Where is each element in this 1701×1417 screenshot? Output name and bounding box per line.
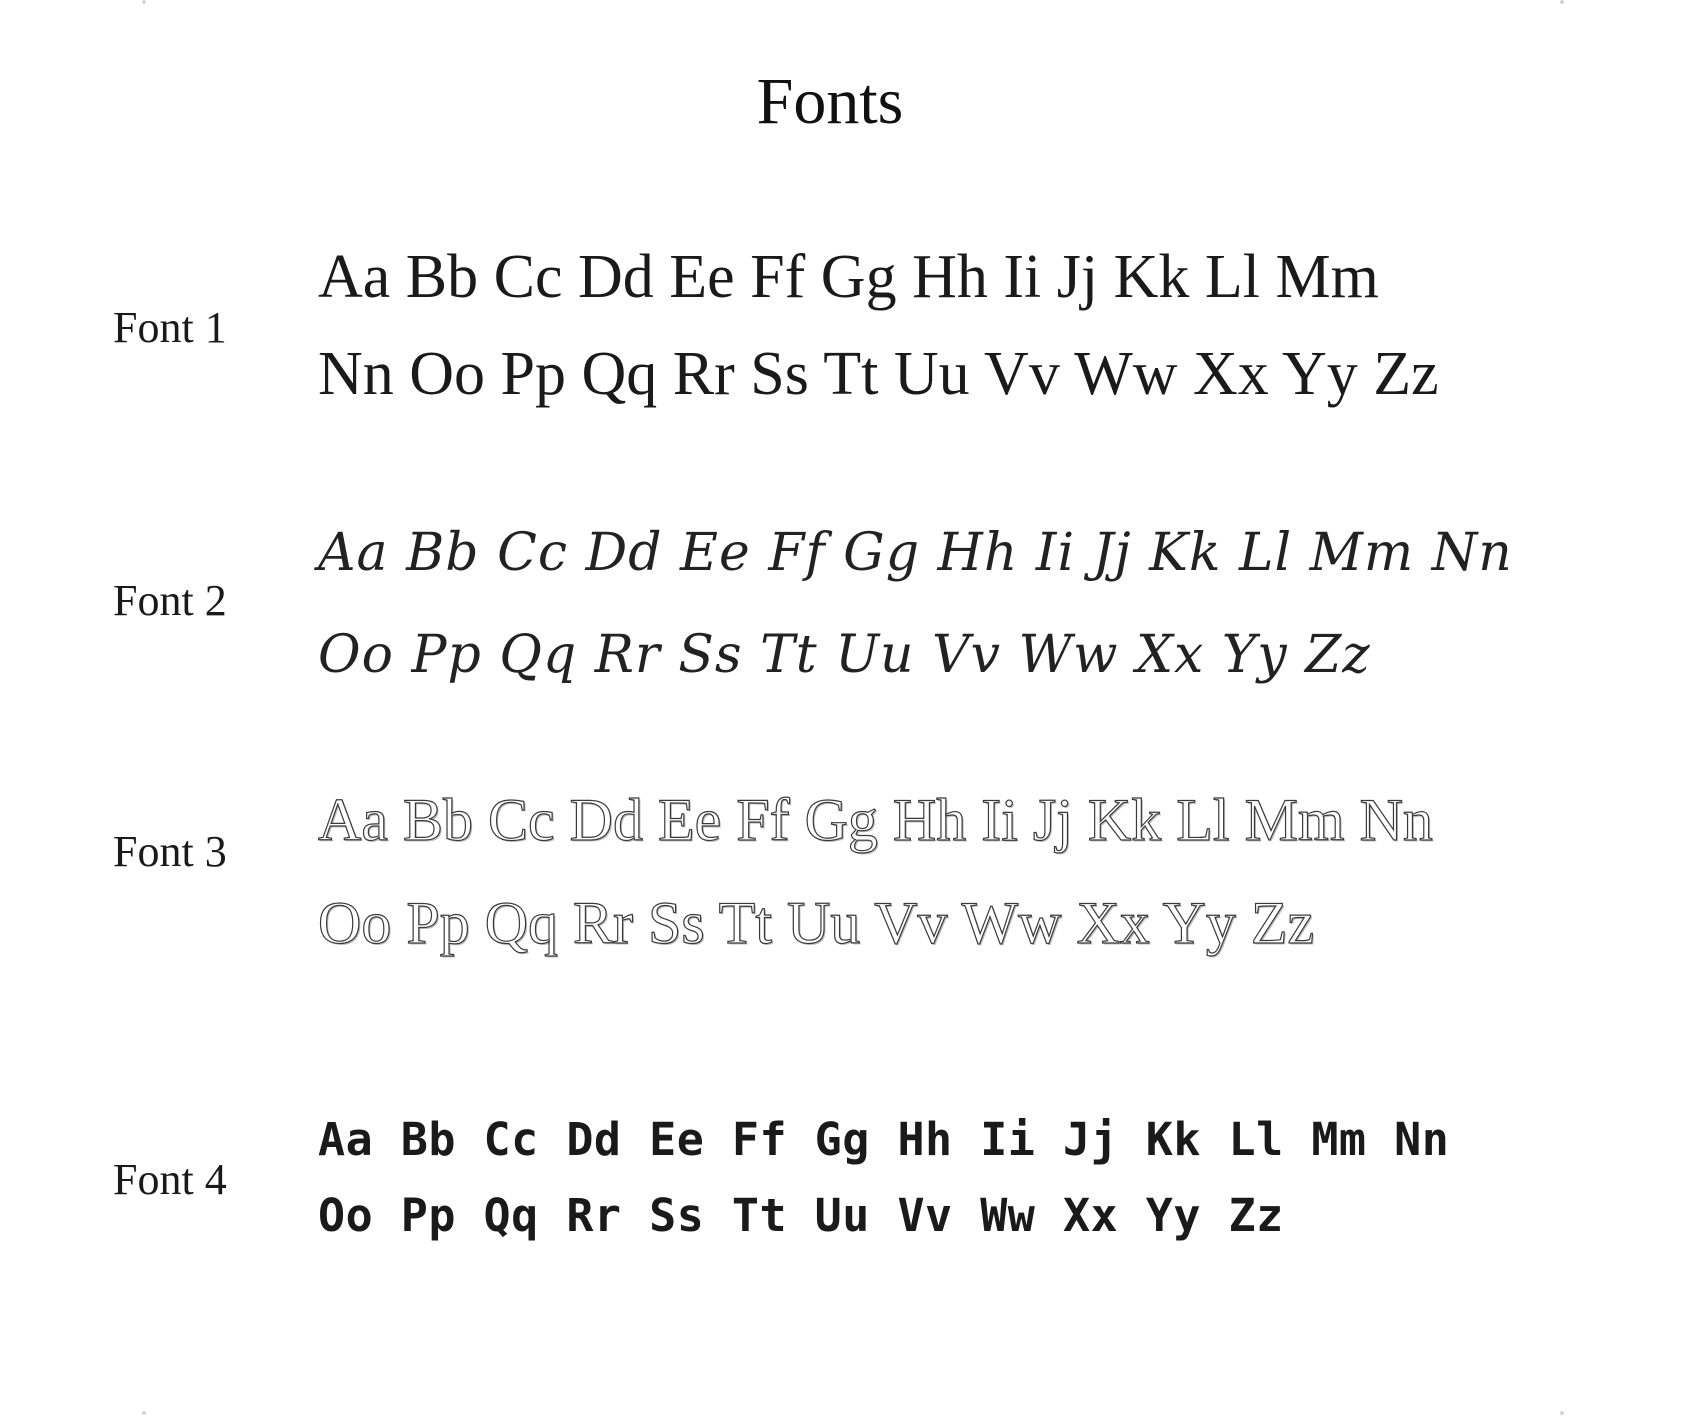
alphabet-line-1: Aa Bb Cc Dd Ee Ff Gg Hh Ii Jj Kk Ll Mm Nn <box>318 523 1513 583</box>
alphabet-line-1: Aa Bb Cc Dd Ee Ff Gg Hh Ii Jj Kk Ll Mm <box>318 243 1379 311</box>
corner-mark <box>1560 0 1564 4</box>
page-title: Fonts <box>756 65 904 138</box>
font-label: Font 4 <box>113 1155 227 1204</box>
corner-mark <box>142 0 146 4</box>
corner-mark <box>1560 1411 1564 1415</box>
alphabet-line-1: Aa Bb Cc Dd Ee Ff Gg Hh Ii Jj Kk Ll Mm Nn <box>318 787 1433 853</box>
alphabet-line-2: Oo Pp Qq Rr Ss Tt Uu Vv Ww Xx Yy Zz <box>318 890 1315 956</box>
alphabet-line-2: Oo Pp Qq Rr Ss Tt Uu Vv Ww Xx Yy Zz <box>318 1189 1284 1242</box>
font-label: Font 2 <box>113 576 227 625</box>
font-label: Font 1 <box>113 303 227 352</box>
alphabet-line-2: Oo Pp Qq Rr Ss Tt Uu Vv Ww Xx Yy Zz <box>318 625 1371 685</box>
corner-mark <box>142 1411 146 1415</box>
font-label: Font 3 <box>113 827 227 876</box>
alphabet-line-1: Aa Bb Cc Dd Ee Ff Gg Hh Ii Jj Kk Ll Mm Nn <box>318 1113 1450 1166</box>
alphabet-line-2: Nn Oo Pp Qq Rr Ss Tt Uu Vv Ww Xx Yy Zz <box>318 340 1439 408</box>
